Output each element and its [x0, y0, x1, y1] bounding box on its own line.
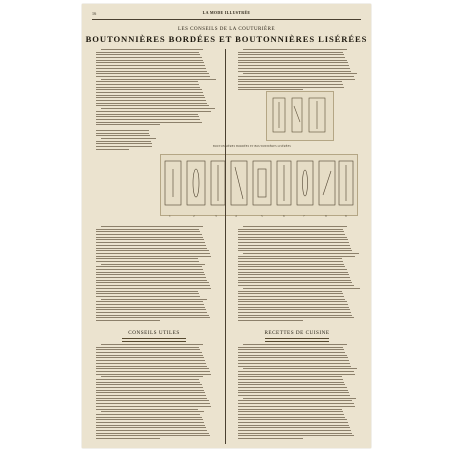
text-line	[96, 430, 207, 431]
text-line	[238, 277, 350, 278]
figure-number: 5	[261, 215, 263, 218]
figure-number: 8	[325, 215, 327, 218]
text-line	[96, 237, 203, 238]
text-line	[96, 282, 209, 283]
text-line	[96, 317, 210, 318]
text-line	[96, 133, 149, 134]
text-line	[238, 87, 344, 88]
text-line	[101, 138, 156, 139]
text-line	[238, 274, 349, 275]
text-line	[238, 366, 351, 367]
buttonhole-plates	[161, 155, 357, 215]
text-line	[238, 374, 355, 375]
text-line	[238, 264, 344, 265]
text-line	[96, 427, 206, 428]
text-line	[96, 395, 206, 396]
column-divider	[225, 49, 226, 444]
magazine-page	[82, 4, 371, 448]
text-line	[238, 392, 349, 393]
text-line	[238, 349, 344, 350]
header-rule	[92, 19, 361, 20]
text-line	[96, 285, 210, 286]
text-line	[238, 62, 348, 63]
text-line	[96, 274, 205, 275]
text-line	[238, 387, 347, 388]
text-line	[101, 411, 204, 412]
text-line	[96, 68, 206, 69]
text-line	[238, 272, 348, 273]
text-line	[96, 379, 199, 380]
text-line	[96, 52, 199, 53]
text-line	[96, 272, 204, 273]
text-column-left-lower	[96, 226, 212, 323]
text-line	[96, 280, 207, 281]
text-column-left-mid	[96, 130, 156, 152]
text-line	[96, 296, 200, 297]
text-line	[96, 84, 199, 85]
text-line	[238, 285, 354, 286]
text-line	[96, 355, 203, 356]
text-line	[96, 320, 160, 321]
text-line	[238, 425, 349, 426]
text-line	[243, 368, 357, 369]
text-line	[96, 111, 211, 112]
text-line	[96, 419, 203, 420]
text-line	[96, 234, 202, 235]
text-line	[238, 379, 343, 380]
text-line	[101, 108, 215, 109]
figure-number: 9	[345, 215, 347, 218]
text-line	[96, 307, 205, 308]
text-line	[96, 130, 149, 131]
text-line	[96, 122, 202, 123]
text-line	[101, 264, 205, 265]
text-line	[96, 435, 210, 436]
text-line	[96, 135, 150, 136]
figure-number: 4	[235, 215, 237, 218]
text-line	[238, 76, 354, 77]
text-line	[238, 390, 348, 391]
text-line	[96, 146, 152, 147]
text-line	[238, 382, 344, 383]
text-line	[238, 395, 350, 396]
text-line	[96, 277, 206, 278]
text-column-left-top	[96, 49, 212, 127]
text-line	[101, 344, 203, 345]
text-line	[96, 384, 202, 385]
text-line	[238, 237, 347, 238]
text-line	[243, 49, 347, 50]
text-line	[238, 403, 354, 404]
text-line	[96, 288, 211, 289]
text-line	[243, 344, 347, 345]
text-line	[96, 81, 198, 82]
text-column-right-top	[238, 49, 356, 92]
text-line	[238, 71, 351, 72]
text-line	[238, 269, 347, 270]
running-head	[92, 10, 361, 18]
text-line	[96, 60, 203, 61]
figure-small-illustration	[266, 91, 334, 141]
text-column-left-bottom	[96, 344, 212, 441]
text-line	[238, 355, 347, 356]
text-line	[238, 371, 354, 372]
figure-number: 6	[283, 215, 285, 218]
text-line	[238, 245, 350, 246]
text-line	[238, 68, 350, 69]
text-line	[96, 76, 210, 77]
text-line	[96, 149, 129, 150]
text-line	[238, 250, 352, 251]
text-line	[96, 266, 202, 267]
text-line	[238, 414, 344, 415]
text-line	[238, 234, 345, 235]
text-line	[96, 124, 160, 125]
text-line	[238, 291, 342, 292]
text-line	[96, 291, 198, 292]
text-line	[238, 312, 351, 313]
text-line	[238, 229, 343, 230]
text-line	[238, 357, 348, 358]
text-line	[96, 406, 211, 407]
text-line	[238, 347, 343, 348]
text-line	[238, 57, 345, 58]
section-ornament-right	[265, 338, 329, 342]
text-line	[238, 81, 342, 82]
figure-number: 7	[303, 215, 305, 218]
text-line	[238, 307, 349, 308]
text-line	[238, 400, 352, 401]
text-line	[96, 119, 200, 120]
text-line	[96, 231, 200, 232]
text-line	[96, 97, 205, 98]
text-line	[96, 65, 205, 66]
text-line	[96, 398, 207, 399]
text-line	[238, 54, 344, 55]
text-line	[238, 239, 348, 240]
text-line	[238, 433, 352, 434]
text-line	[96, 433, 209, 434]
text-line	[96, 269, 203, 270]
text-line	[96, 87, 200, 88]
text-line	[238, 258, 342, 259]
text-line	[96, 357, 204, 358]
text-line	[101, 79, 216, 80]
text-line	[96, 253, 210, 254]
text-line	[96, 261, 199, 262]
text-line	[238, 419, 347, 420]
text-line	[96, 57, 202, 58]
text-line	[238, 376, 342, 377]
text-line	[96, 368, 209, 369]
article-title: BOUTONNIÈRES BORDÉES ET BOUTONNIÈRES LISÉRÉES	[85, 34, 368, 44]
text-line	[96, 242, 205, 243]
text-line	[238, 320, 303, 321]
text-line	[238, 293, 343, 294]
text-line	[238, 352, 345, 353]
text-line	[101, 299, 207, 300]
text-line	[96, 301, 203, 302]
text-line	[96, 245, 206, 246]
text-line	[96, 114, 198, 115]
text-line	[238, 296, 344, 297]
text-line	[96, 62, 204, 63]
text-line	[238, 317, 354, 318]
text-line	[243, 226, 347, 227]
text-line	[238, 256, 355, 257]
text-line	[238, 280, 351, 281]
text-line	[238, 231, 344, 232]
text-line	[96, 438, 160, 439]
text-line	[96, 422, 204, 423]
text-line	[96, 382, 200, 383]
text-line	[96, 89, 202, 90]
text-line	[96, 374, 211, 375]
text-line	[243, 73, 357, 74]
text-line	[96, 417, 202, 418]
text-line	[96, 403, 210, 404]
figure-number: 2	[193, 215, 195, 218]
text-line	[96, 309, 206, 310]
figure-number: 3	[215, 215, 217, 218]
text-line	[96, 100, 206, 101]
text-line	[101, 49, 203, 50]
text-line	[238, 309, 350, 310]
text-line	[96, 250, 209, 251]
text-line	[96, 349, 200, 350]
text-line	[96, 92, 203, 93]
text-line	[238, 409, 342, 410]
text-line	[96, 143, 152, 144]
text-line	[96, 360, 205, 361]
article-kicker: LES CONSEILS DE LA COUTURIÈRE	[178, 27, 275, 32]
text-line	[96, 387, 203, 388]
text-line	[243, 288, 360, 289]
text-line	[96, 414, 200, 415]
text-column-right-bottom	[238, 344, 356, 441]
text-line	[238, 363, 350, 364]
text-line	[238, 430, 351, 431]
text-line	[243, 398, 356, 399]
text-line	[238, 299, 345, 300]
text-line	[96, 347, 199, 348]
text-line	[238, 65, 349, 66]
text-line	[238, 360, 349, 361]
text-line	[96, 425, 205, 426]
text-line	[238, 52, 343, 53]
masthead: LA MODE ILLUSTRÉE	[202, 10, 251, 15]
text-line	[238, 315, 352, 316]
text-column-right-lower	[238, 226, 356, 323]
text-line	[238, 384, 345, 385]
text-line	[243, 253, 359, 254]
section-title-recettes: RECETTES DE CUISINE	[264, 330, 330, 336]
text-line	[101, 226, 203, 227]
text-line	[96, 409, 198, 410]
figure-buttonholes	[160, 154, 358, 216]
text-line	[96, 293, 199, 294]
text-line	[96, 390, 204, 391]
text-line	[96, 248, 207, 249]
section-ornament-left	[122, 338, 186, 342]
text-line	[96, 103, 207, 104]
text-line	[96, 312, 207, 313]
text-line	[96, 71, 207, 72]
text-line	[96, 352, 202, 353]
text-line	[238, 84, 343, 85]
text-line	[96, 371, 210, 372]
text-line	[96, 54, 200, 55]
text-line	[238, 427, 350, 428]
text-line	[238, 60, 347, 61]
page-number: 16	[92, 11, 97, 16]
text-line	[238, 304, 348, 305]
section-title-conseils: CONSEILS UTILES	[128, 330, 180, 336]
text-line	[96, 73, 209, 74]
text-line	[96, 392, 205, 393]
text-line	[96, 366, 207, 367]
text-line	[238, 282, 352, 283]
text-line	[96, 141, 151, 142]
text-line	[96, 304, 204, 305]
text-line	[96, 256, 211, 257]
text-line	[238, 406, 355, 407]
text-line	[96, 258, 198, 259]
text-line	[238, 438, 303, 439]
text-line	[238, 301, 347, 302]
text-line	[238, 79, 355, 80]
text-line	[96, 315, 209, 316]
text-line	[96, 105, 209, 106]
text-line	[238, 248, 351, 249]
text-line	[238, 422, 348, 423]
figure-small-drawing	[267, 92, 333, 140]
text-line	[238, 411, 343, 412]
figure-caption: BOUTONNIÈRES BORDÉES ET BOUTONNIÈRES LISÉRÉES	[212, 145, 292, 148]
text-line	[96, 229, 199, 230]
text-line	[96, 239, 204, 240]
text-line	[238, 261, 343, 262]
figure-number: 1	[169, 215, 171, 218]
text-line	[96, 116, 199, 117]
text-line	[238, 242, 349, 243]
text-line	[96, 363, 206, 364]
text-line	[96, 95, 204, 96]
text-line	[238, 435, 354, 436]
text-line	[238, 417, 345, 418]
text-line	[238, 266, 345, 267]
text-line	[101, 376, 203, 377]
text-line	[96, 400, 209, 401]
